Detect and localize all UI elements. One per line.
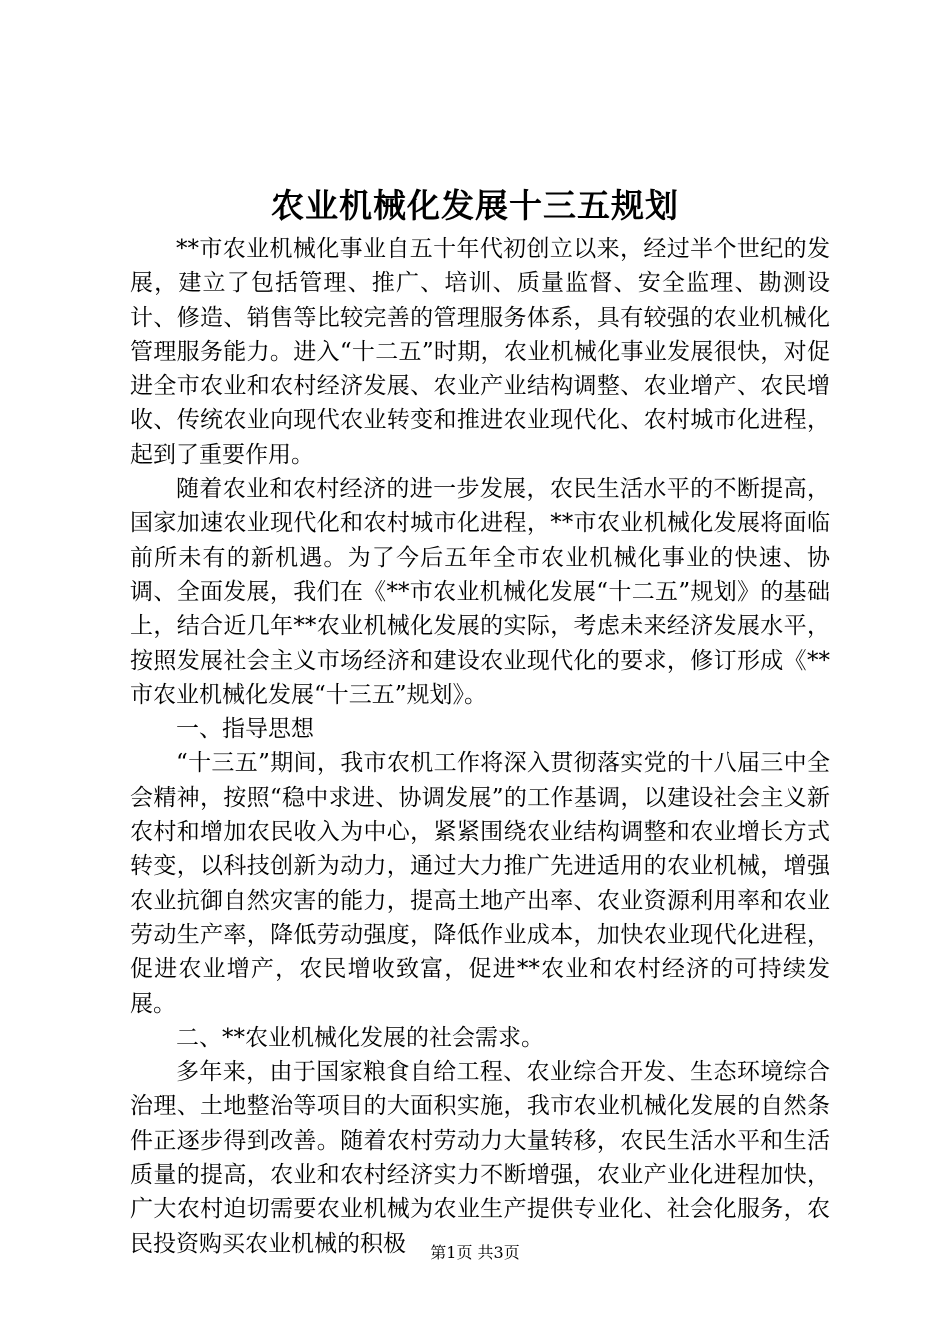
- document-title: 农业机械化发展十三五规划: [271, 186, 679, 225]
- paragraph-background: 随着农业和农村经济的进一步发展，农民生活水平的不断提高，国家加速农业现代化和农村城市化进程，**市农业机械化发展将面临前所未有的新机遇。为了今后五年全市农业机械化事业的快速、协调、全面发展，我们在《**市农业机械化发展“十二五”规划》的基础上，结合近几年**农业机械化发展的实际，考虑未来经济发展水平，按照发展社会主义市场经济和建设农业现代化的要求，修订形成《**市农业机械化发展“十三五”规划》。: [130, 476, 830, 708]
- page-footer: 第1页 共3页: [430, 1243, 520, 1262]
- paragraph-intro: **市农业机械化事业自五十年代初创立以来，经过半个世纪的发展，建立了包括管理、推广、培训、质量监督、安全监理、勘测设计、修造、销售等比较完善的管理服务体系，具有较强的农业机械化管理服务能力。进入“十二五”时期，农业机械化事业发展很快，对促进全市农业和农村经济发展、农业产业结构调整、农业增产、农民增收、传统农业向现代农业转变和推进农业现代化、农村城市化进程，起到了重要作用。: [130, 236, 830, 468]
- document-body: [130, 232, 830, 1261]
- section-heading-social-demand: 二、**农业机械化发展的社会需求。: [176, 1024, 544, 1051]
- paragraph-social-demand: 多年来，由于国家粮食自给工程、农业综合开发、生态环境综合治理、土地整治等项目的大面积实施，我市农业机械化发展的自然条件正逐步得到改善。随着农村劳动力大量转移，农民生活水平和生活质量的提高，农业和农村经济实力不断增强，农业产业化进程加快，广大农村迫切需要农业机械为农业生产提供专业化、社会化服务，农民投资购买农业机械的积极: [130, 1059, 830, 1257]
- section-heading-guiding-ideology: 一、指导思想: [176, 716, 314, 743]
- paragraph-guiding-ideology: “十三五”期间，我市农机工作将深入贯彻落实党的十八届三中全会精神，按照“稳中求进、协调发展”的工作基调，以建设社会主义新农村和增加农民收入为中心，紧紧围绕农业结构调整和农业增长方式转变，以科技创新为动力，通过大力推广先进适用的农业机械，增强农业抗御自然灾害的能力，提高土地产出率、农业资源利用率和农业劳动生产率，降低劳动强度，降低作业成本，加快农业现代化进程，促进农业增产，农民增收致富，促进**农业和农村经济的可持续发展。: [130, 750, 830, 1017]
